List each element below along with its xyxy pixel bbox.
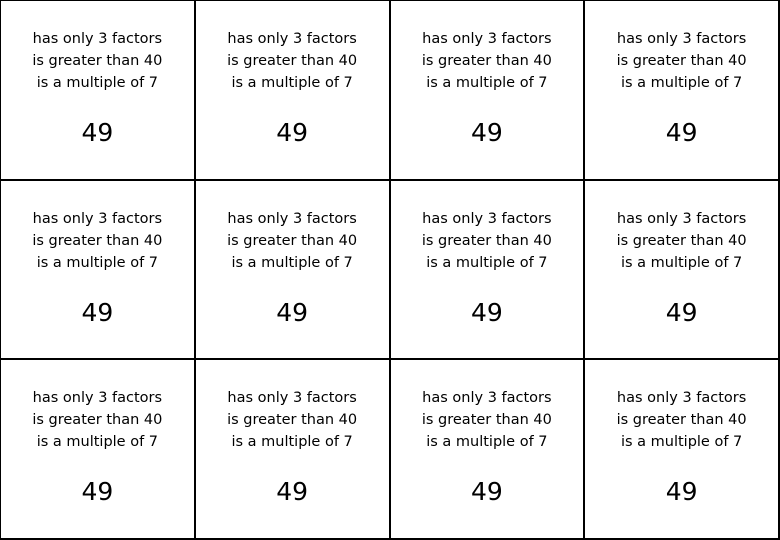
card-clues: [196, 387, 389, 453]
clue-greater-than: is greater than 40: [227, 53, 358, 69]
clue-factors: has only 3 factors: [422, 210, 552, 227]
card-clues: [1, 208, 194, 274]
clue-factors: has only 3 factors: [616, 210, 747, 227]
card: [1, 360, 196, 540]
card-answer: 49: [276, 297, 309, 327]
card: [196, 181, 391, 361]
card-answer: 49: [81, 297, 114, 327]
clue-greater-than: is greater than 40: [227, 412, 358, 429]
clue-factors: has only 3 factors: [32, 390, 163, 407]
clue-multiple: is a multiple of 7: [426, 75, 548, 91]
clue-multiple: is a multiple of 7: [36, 434, 159, 451]
card: [1, 181, 196, 361]
clue-greater-than: is greater than 40: [32, 53, 163, 69]
clue-greater-than: is greater than 40: [616, 232, 747, 249]
card-answer: 49: [276, 118, 309, 147]
card: [585, 181, 780, 361]
card-clues: [196, 208, 389, 274]
clue-greater-than: is greater than 40: [421, 232, 552, 249]
card-clues: [585, 208, 778, 274]
clue-greater-than: is greater than 40: [32, 412, 163, 429]
card: [585, 360, 780, 540]
card: [391, 360, 586, 540]
clue-factors: has only 3 factors: [227, 390, 357, 407]
card: [391, 1, 586, 181]
clue-multiple: is a multiple of 7: [231, 75, 353, 91]
card: [196, 1, 391, 181]
clue-greater-than: is greater than 40: [616, 53, 747, 69]
clue-multiple: is a multiple of 7: [620, 254, 743, 271]
card-clues: [1, 387, 194, 453]
clue-multiple: is a multiple of 7: [36, 254, 159, 271]
card-answer: 49: [665, 118, 698, 147]
clue-multiple: is a multiple of 7: [231, 254, 353, 271]
clue-multiple: is a multiple of 7: [231, 434, 353, 451]
card: [391, 181, 586, 361]
card-clues: [1, 28, 194, 94]
clue-multiple: is a multiple of 7: [426, 434, 548, 451]
card-answer: 49: [665, 297, 698, 327]
clue-multiple: is a multiple of 7: [36, 75, 159, 91]
clue-factors: has only 3 factors: [616, 31, 747, 47]
card-clues: [585, 387, 778, 453]
card-answer: 49: [470, 297, 503, 327]
card: [585, 1, 780, 181]
card-answer: 49: [470, 118, 503, 147]
card-answer: 49: [81, 477, 114, 507]
card-answer: 49: [470, 477, 503, 507]
card-clues: [391, 387, 584, 453]
card-answer: 49: [665, 477, 698, 507]
card-clues: [196, 28, 389, 94]
clue-greater-than: is greater than 40: [227, 232, 358, 249]
clue-factors: has only 3 factors: [32, 31, 163, 47]
clue-factors: has only 3 factors: [616, 390, 747, 407]
clue-factors: has only 3 factors: [227, 210, 357, 227]
card-answer: 49: [276, 477, 309, 507]
clue-factors: has only 3 factors: [422, 31, 552, 47]
card-answer: 49: [81, 118, 114, 147]
clue-greater-than: is greater than 40: [32, 232, 163, 249]
clue-greater-than: is greater than 40: [616, 412, 747, 429]
card-clues: [585, 28, 778, 94]
card: [196, 360, 391, 540]
clue-multiple: is a multiple of 7: [620, 434, 743, 451]
clue-multiple: is a multiple of 7: [620, 75, 743, 91]
card-clues: [391, 208, 584, 274]
clue-greater-than: is greater than 40: [421, 412, 552, 429]
card-clues: [391, 28, 584, 94]
clue-factors: has only 3 factors: [32, 210, 163, 227]
clue-factors: has only 3 factors: [227, 31, 357, 47]
clue-multiple: is a multiple of 7: [426, 254, 548, 271]
card: [1, 1, 196, 181]
clue-greater-than: is greater than 40: [421, 53, 552, 69]
clue-factors: has only 3 factors: [422, 390, 552, 407]
